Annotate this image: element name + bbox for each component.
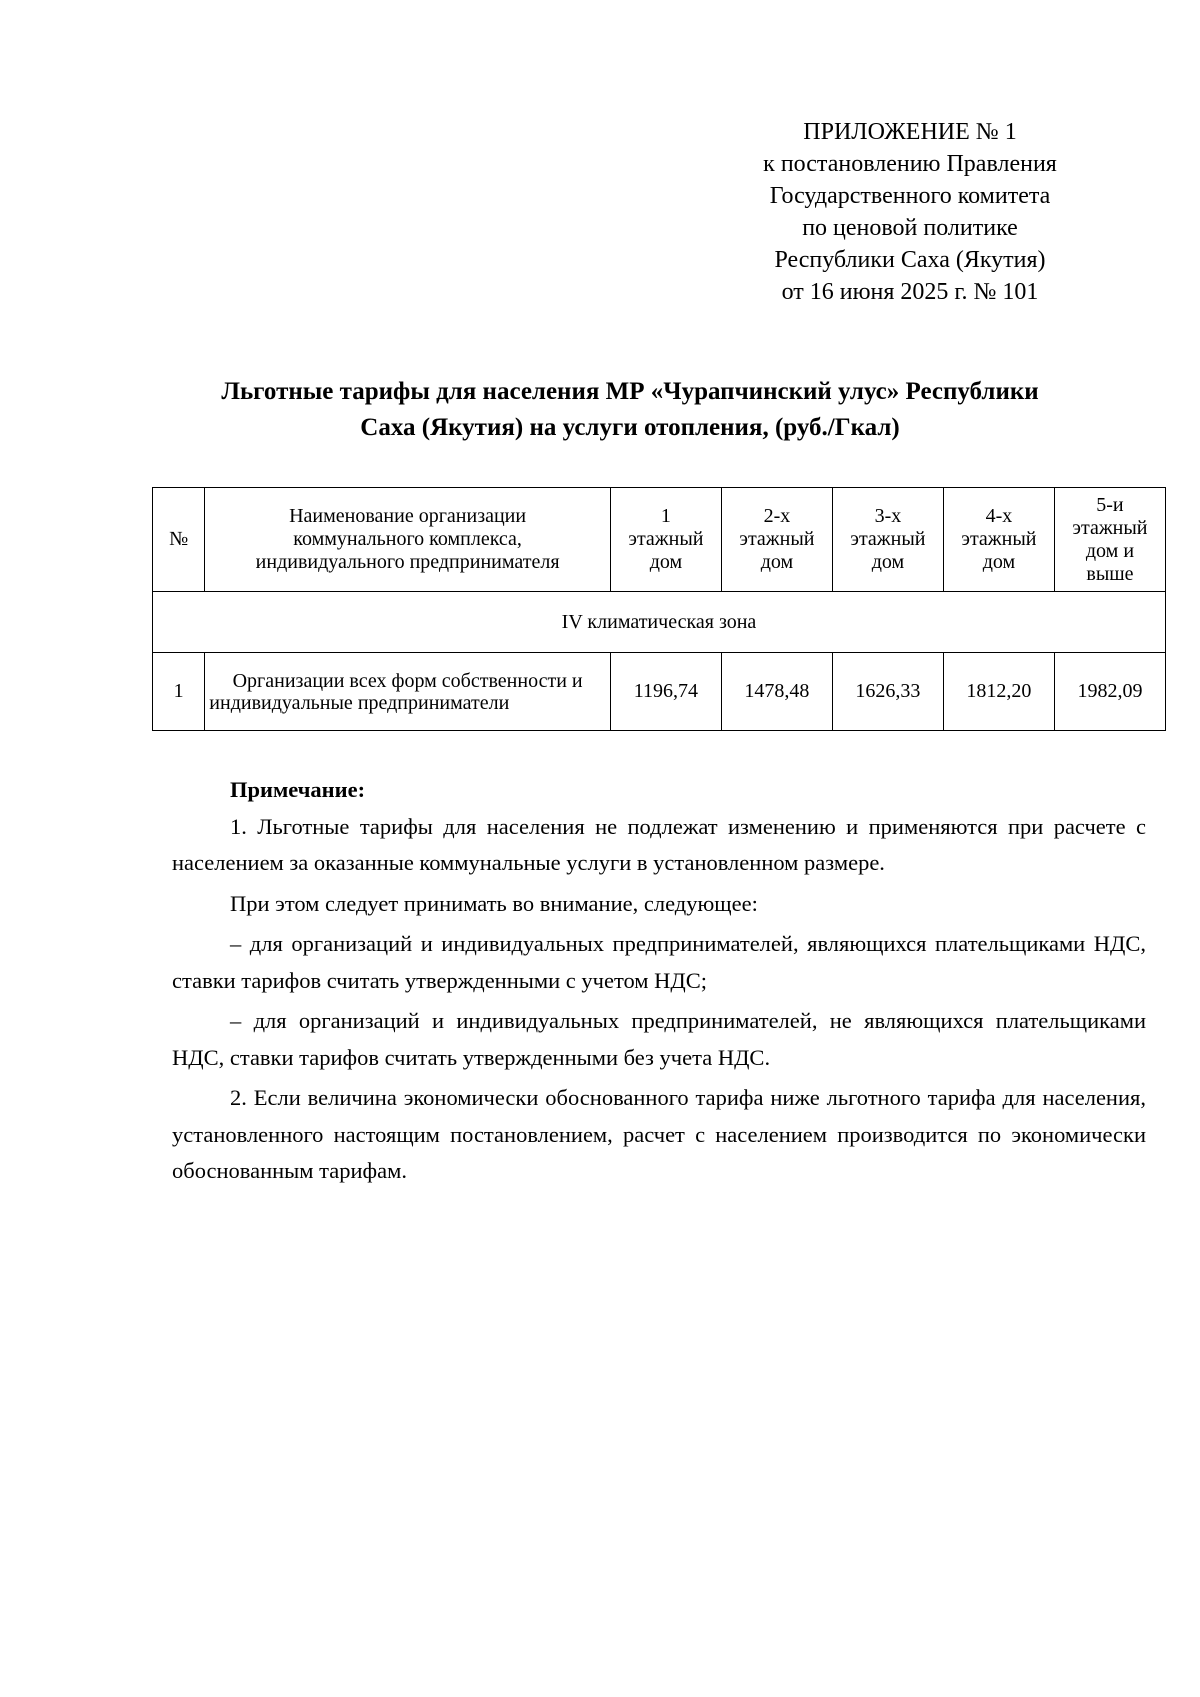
row-org-name-cell: Организации всех форм собственности и индивидуальные предприниматели xyxy=(205,653,611,731)
tariff-value-cell: 1812,20 xyxy=(943,653,1054,731)
tariffs-table xyxy=(152,487,1166,731)
tariff-value-cell: 1478,48 xyxy=(721,653,832,731)
notes-title: Примечание: xyxy=(230,777,366,802)
note-paragraph: 2. Если величина экономически обоснованного тарифа ниже льготного тарифа для населения, установленного настоящим постановлением, расчет с населением производится по экономически обоснованным тарифам. xyxy=(172,1085,1146,1183)
document-title xyxy=(150,374,1110,446)
tariff-value-cell: 1982,09 xyxy=(1054,653,1165,731)
header-floors-1: 1 этажный дом xyxy=(610,488,721,592)
header-floors-5: 5-и этажный дом и выше xyxy=(1054,488,1165,592)
appendix-line: Республики Саха (Якутия) xyxy=(774,247,1046,273)
document-title-line: Саха (Якутия) на услуги отопления, (руб./Гкал) xyxy=(360,414,900,441)
appendix-line: Государственного комитета xyxy=(769,183,1051,209)
header-org-name: Наименование организации коммунального комплекса, индивидуального предпринимателя xyxy=(205,488,611,592)
notes-section xyxy=(172,772,1146,1190)
document-title-line: Льготные тарифы для населения МР «Чурапчинский улус» Республики xyxy=(221,378,1039,405)
tariff-value-cell: 1626,33 xyxy=(832,653,943,731)
climate-zone-cell: IV климатическая зона xyxy=(153,592,1166,653)
zone-row xyxy=(153,592,1166,653)
note-paragraph: – для организаций и индивидуальных предпринимателей, не являющихся плательщиками НДС, ставки тарифов считать утвержденными без учета НДС. xyxy=(172,1008,1146,1070)
header-num: № xyxy=(153,488,205,592)
note-paragraph: При этом следует принимать во внимание, следующее: xyxy=(230,890,758,916)
header-floors-2: 2-х этажный дом xyxy=(721,488,832,592)
appendix-block xyxy=(690,116,1130,308)
note-paragraph: – для организаций и индивидуальных предпринимателей, являющихся плательщиками НДС, ставки тарифов считать утвержденными с учетом НДС; xyxy=(172,931,1146,993)
tariff-value-cell: 1196,74 xyxy=(610,653,721,731)
table-row xyxy=(153,653,1166,731)
table-header-row xyxy=(153,488,1166,592)
row-num-cell: 1 xyxy=(153,653,205,731)
header-floors-3: 3-х этажный дом xyxy=(832,488,943,592)
appendix-date: от 16 июня 2025 г. № 101 xyxy=(781,279,1039,305)
appendix-line: по ценовой политике xyxy=(802,215,1018,241)
appendix-line: к постановлению Правления xyxy=(763,151,1057,177)
appendix-number: ПРИЛОЖЕНИЕ № 1 xyxy=(803,119,1017,145)
header-floors-4: 4-х этажный дом xyxy=(943,488,1054,592)
note-paragraph: 1. Льготные тарифы для населения не подлежат изменению и применяются при расчете с населением за оказанные коммунальные услуги в установленном размере. xyxy=(172,813,1146,875)
